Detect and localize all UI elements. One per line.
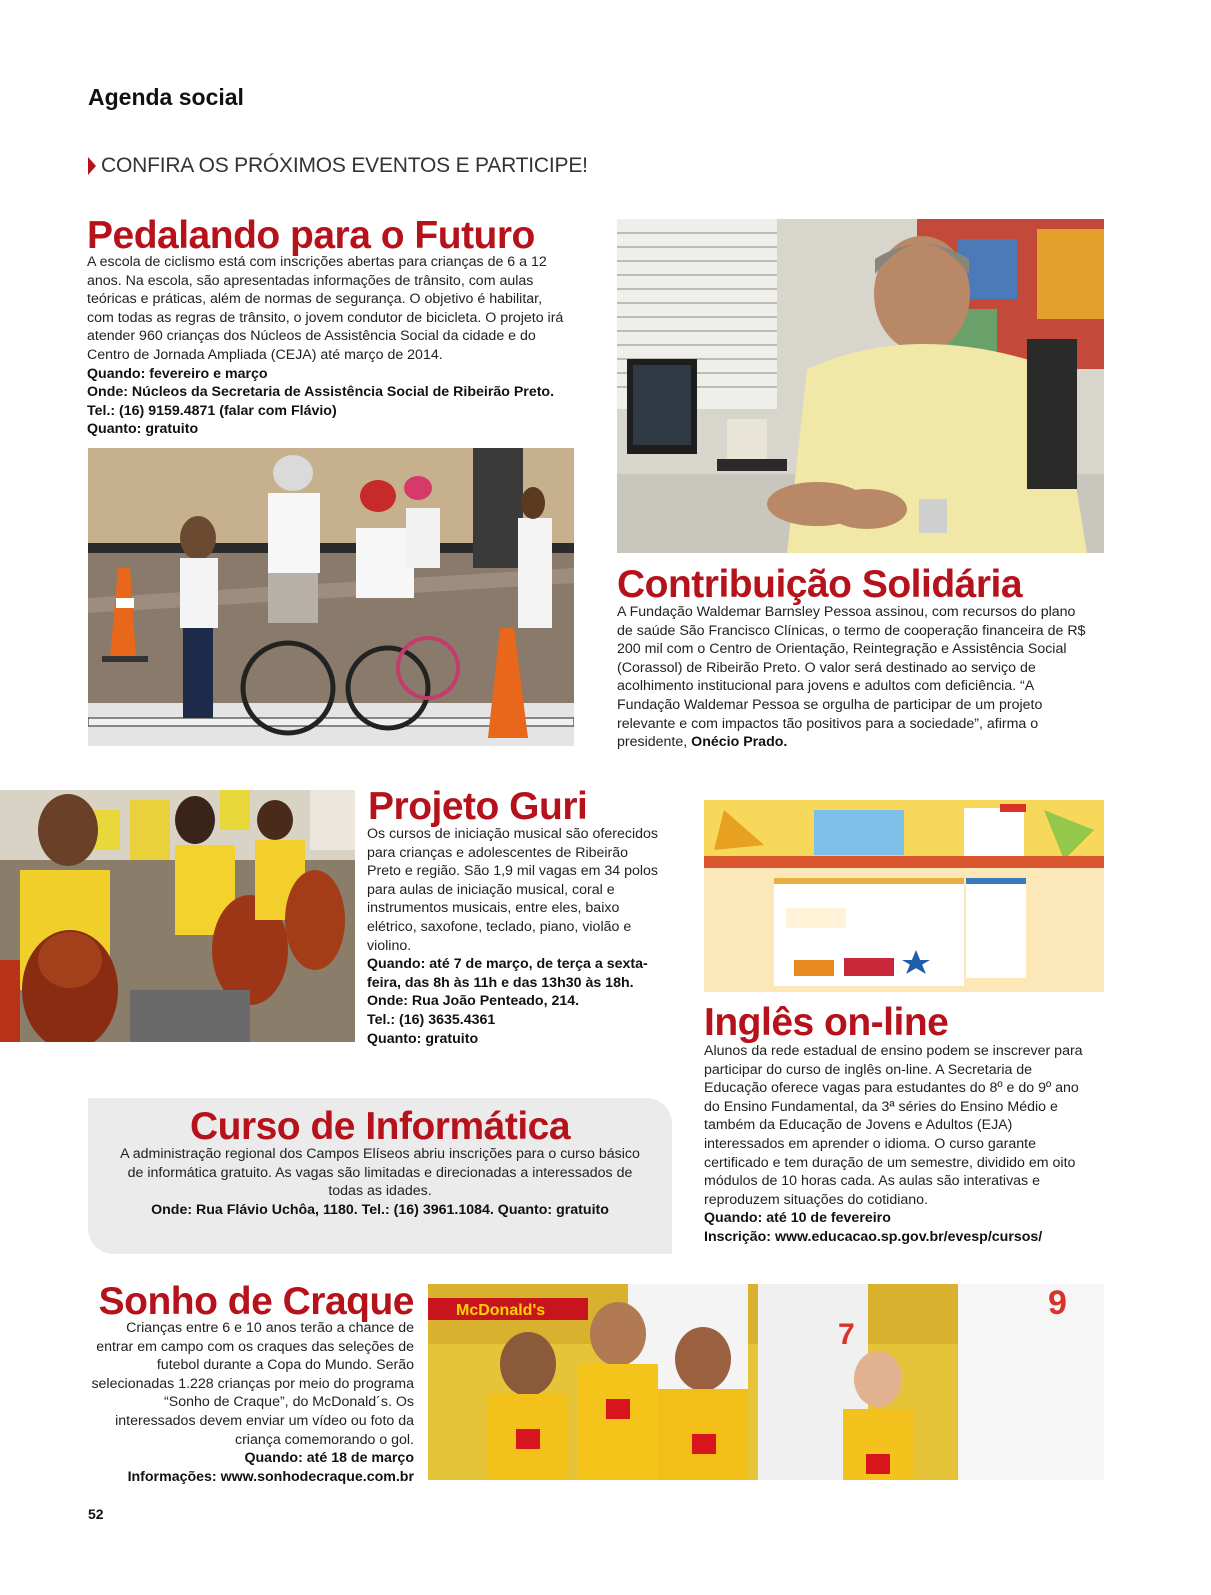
informatica-title: Curso de Informática xyxy=(189,1105,571,1148)
ingles-signup: Inscrição: www.educacao.sp.gov.br/evesp/cursos/ xyxy=(704,1228,1043,1245)
pedalando-when: Quando: fevereiro e março xyxy=(87,365,268,382)
section-label: Agenda social xyxy=(88,84,244,110)
contribuicao-body: A Fundação Waldemar Barnsley Pessoa assinou, com recursos do plano de saúde São Francisco Clínicas, o termo de cooperação financeira de R$ 200 mil com o Centro de Orientação, Reintegração e Assistência Social (Corassol) de Ribeirão Preto. O valor será destinado ao serviço de acolhimento institucional para jovens e adultos com deficiência. “A Fundação Waldemar Pessoa se orgulha de participar de um projeto relevante e com impactos tão positivos para a sociedade”, afirma o presidente, xyxy=(617,604,1086,751)
ingles-title: Inglês on-line xyxy=(704,1001,949,1044)
informatica-details: Onde: Rua Flávio Uchôa, 1180. Tel.: (16) 3961.1084. Quanto: gratuito xyxy=(151,1201,609,1218)
informatica-text xyxy=(120,1145,640,1219)
guri-body: Os cursos de iniciação musical são oferecidos para crianças e adolescentes de Ribeirão Preto e região. São 1,9 mil vagas em 34 polos para aulas de iniciação musical, coral e instrumentos musicais, entre eles, baixo elétrico, saxofone, teclado, piano, violão e violino. xyxy=(367,826,659,954)
contribuicao-text xyxy=(617,603,1087,752)
page-number: 52 xyxy=(88,1506,104,1522)
guri-text xyxy=(367,825,662,1048)
craque-when: Quando: até 18 de março xyxy=(244,1450,414,1467)
pedalando-where: Onde: Núcleos da Secretaria de Assistência Social de Ribeirão Preto. xyxy=(87,384,555,401)
contribuicao-title: Contribuição Solidária xyxy=(617,563,1023,606)
svg-text:7: 7 xyxy=(838,1318,855,1351)
president-photo xyxy=(617,219,1104,553)
guri-where: Onde: Rua João Penteado, 214. xyxy=(367,993,580,1010)
pedalando-text xyxy=(87,253,567,439)
website-screenshot xyxy=(704,790,1104,992)
craque-title: Sonho de Craque xyxy=(98,1280,414,1323)
informatica-body: A administração regional dos Campos Elíseos abriu inscrições para o curso básico de informática gratuito. As vagas são limitadas e direcionadas a interessados de todas as idades. xyxy=(120,1146,640,1200)
craque-text xyxy=(88,1319,414,1486)
craque-body: Crianças entre 6 e 10 anos terão a chance de entrar em campo com os craques das seleções de futebol durante a Copa do Mundo. Serão selecionadas 1.228 crianças por meio do programa “Sonho de Craque”, do McDonald´s. Os interessados devem enviar um vídeo ou foto da criança comemorando o gol. xyxy=(91,1320,414,1448)
page-subtitle: CONFIRA OS PRÓXIMOS EVENTOS E PARTICIPE! xyxy=(101,154,588,177)
cello-photo xyxy=(0,790,355,1042)
guri-when: Quando: até 7 de março, de terça a sexta-feira, das 8h às 11h e das 13h30 às 18h. xyxy=(367,956,648,991)
craque-info: Informações: www.sonhodecraque.com.br xyxy=(127,1468,414,1485)
pedalando-body: A escola de ciclismo está com inscrições abertas para crianças de 6 a 12 anos. Na escola, são apresentadas informações de trânsito, com aulas teóricas e práticas, além de normas de segurança. O objetivo é habilitar, com todas as regras de trânsito, o jovem condutor de bicicleta. O projeto irá atender 960 crianças dos Núcleos de Assistência Social da cidade e do Centro de Jornada Ampliada (CEJA) até março de 2014. xyxy=(87,254,564,363)
soccer-kids-photo xyxy=(428,1284,1104,1480)
pedalando-title: Pedalando para o Futuro xyxy=(87,214,535,257)
ingles-when: Quando: até 10 de fevereiro xyxy=(704,1210,891,1227)
contribuicao-president: Onécio Prado. xyxy=(691,734,788,751)
svg-text:9: 9 xyxy=(1048,1284,1067,1322)
pedalando-price: Quanto: gratuito xyxy=(87,421,199,438)
subtitle-arrow-icon xyxy=(88,157,96,175)
guri-price: Quanto: gratuito xyxy=(367,1030,479,1047)
guri-title: Projeto Guri xyxy=(368,785,588,828)
mcdonalds-banner-text: McDonald's xyxy=(456,1302,546,1319)
pedalando-phone: Tel.: (16) 9159.4871 (falar com Flávio) xyxy=(87,402,337,419)
guri-phone: Tel.: (16) 3635.4361 xyxy=(367,1011,496,1028)
ingles-body: Alunos da rede estadual de ensino podem se inscrever para participar do curso de inglês on-line. A Secretaria de Educação oferece vagas para estudantes do 8º e do 9º ano do Ensino Fundamental, da 3ª séries do Ensino Médio e também da Educação de Jovens e Adultos (EJA) interessados em aprender o idioma. O curso garante certificado e tem duração de um semestre, dividido em oito módulos de 10 horas cada. As aulas são interativas e reproduzem situações do cotidiano. xyxy=(704,1043,1083,1208)
cycling-photo xyxy=(88,448,574,746)
ingles-text xyxy=(704,1042,1084,1247)
